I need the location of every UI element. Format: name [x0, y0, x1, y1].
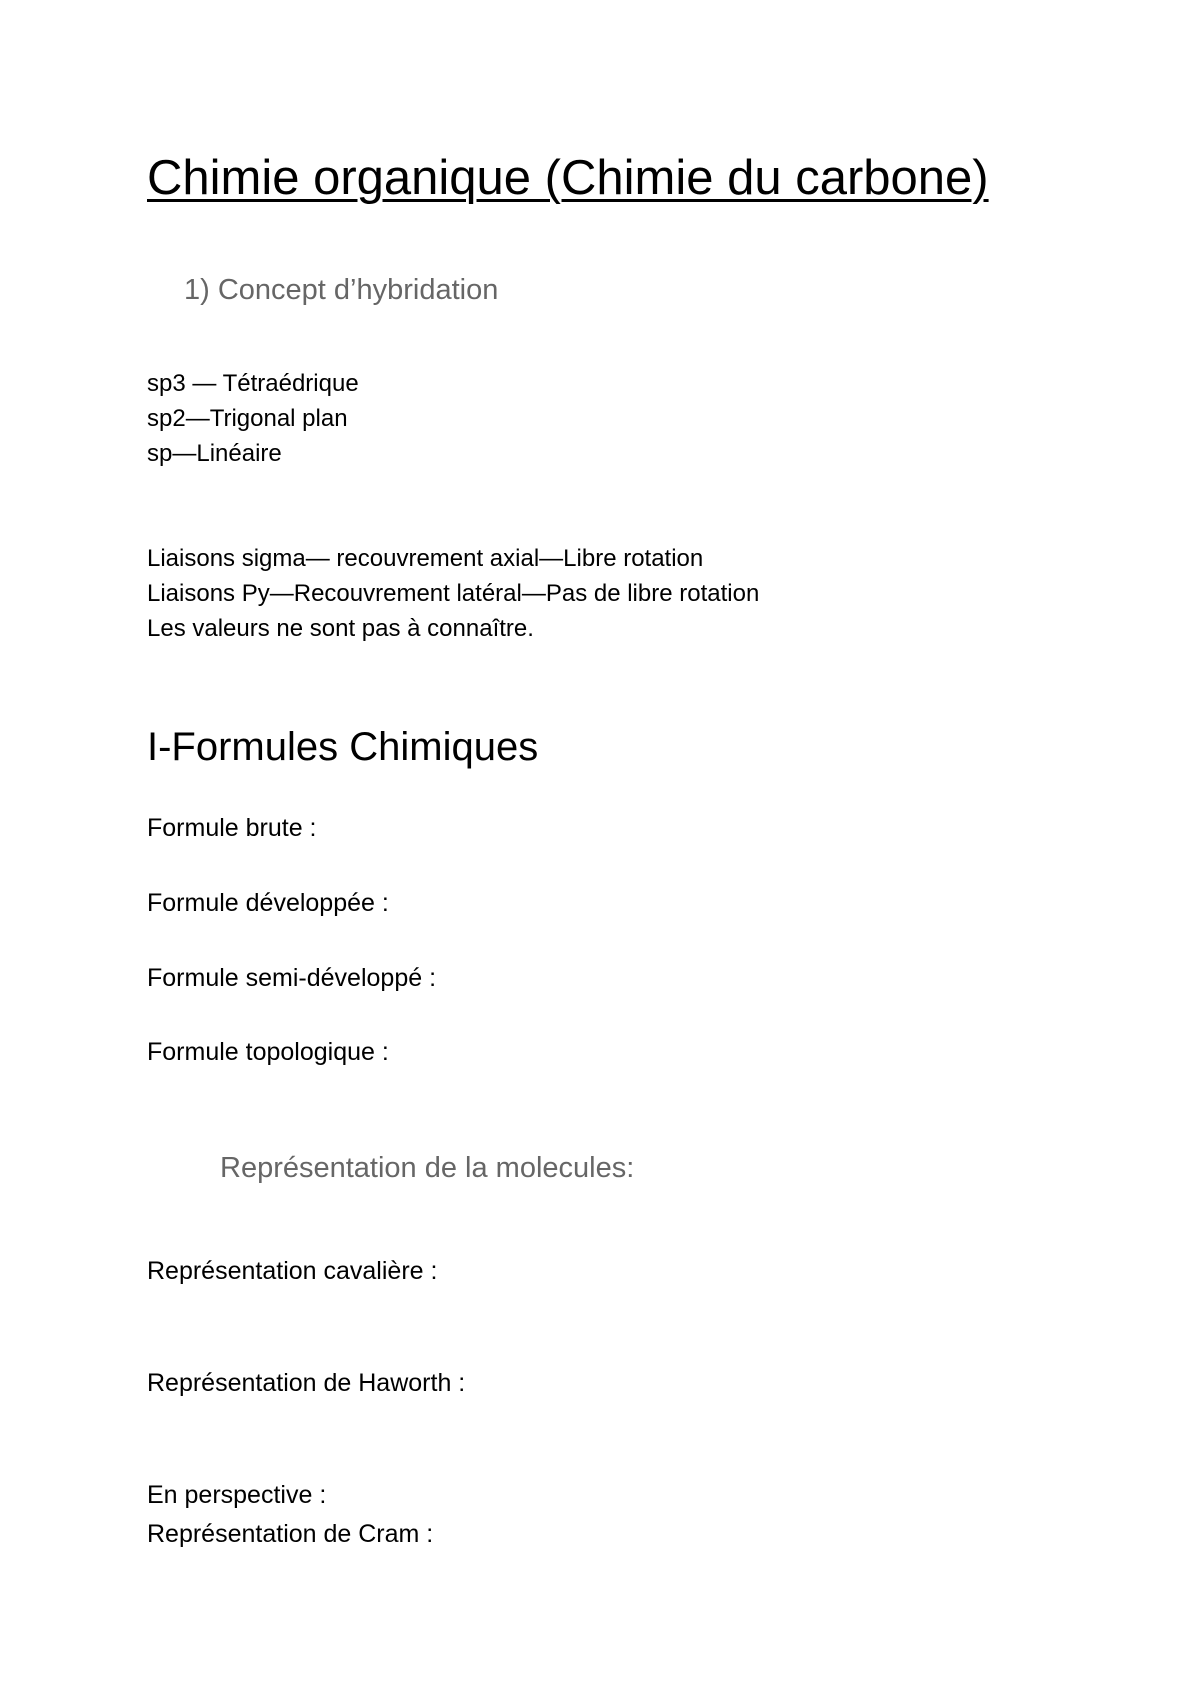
valeurs-note-line: Les valeurs ne sont pas à connaître. [147, 615, 534, 642]
hybridation-line-sp3: sp3 — Tétraédrique [147, 370, 359, 397]
representation-haworth-label: Représentation de Haworth : [147, 1369, 466, 1397]
representation-section-heading: Représentation de la molecules: [220, 1152, 635, 1184]
hybridation-subheading: 1) Concept d’hybridation [184, 274, 499, 306]
formule-brute-label: Formule brute : [147, 814, 317, 842]
page-title: Chimie organique (Chimie du carbone) [147, 151, 989, 205]
hybridation-list [147, 366, 359, 471]
liaisons-py-line: Liaisons Py—Recouvrement latéral—Pas de libre rotation [147, 580, 760, 607]
formule-developpee-label: Formule développée : [147, 889, 389, 917]
hybridation-line-sp: sp—Linéaire [147, 440, 282, 467]
hybridation-line-sp2: sp2—Trigonal plan [147, 405, 348, 432]
en-perspective-label: En perspective : [147, 1481, 327, 1509]
formules-section-heading: I-Formules Chimiques [147, 725, 539, 769]
representation-cram-label: Représentation de Cram : [147, 1520, 434, 1548]
formule-semi-developpee-label: Formule semi-développé : [147, 964, 437, 992]
liaisons-paragraph [147, 541, 759, 646]
formule-topologique-label: Formule topologique : [147, 1038, 389, 1066]
representation-cavaliere-label: Représentation cavalière : [147, 1257, 438, 1285]
liaisons-sigma-line: Liaisons sigma— recouvrement axial—Libre rotation [147, 545, 704, 572]
